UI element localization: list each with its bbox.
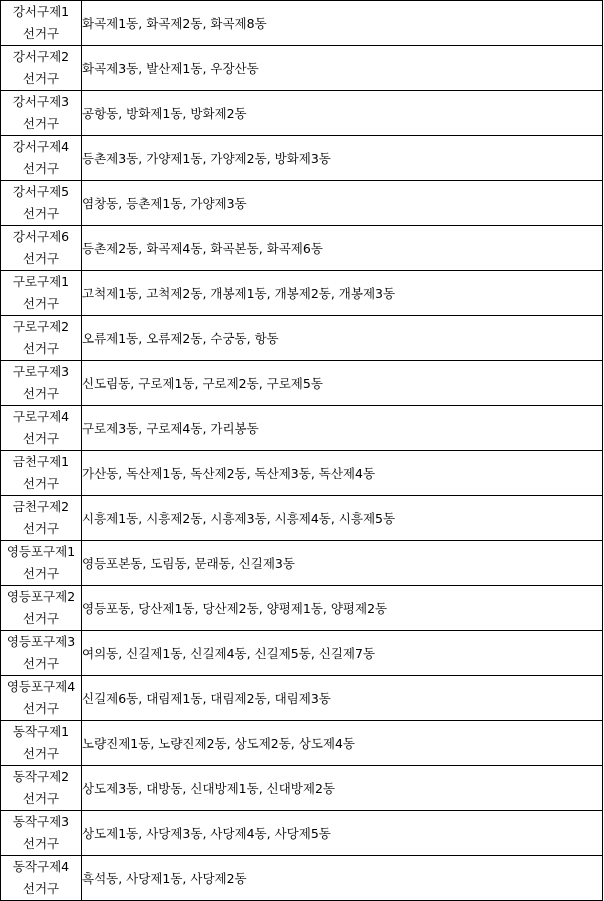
district-name: 동작구제4	[12, 859, 70, 874]
dong-list-cell: 오류제1동, 오류제2동, 수궁동, 항동	[82, 316, 603, 361]
district-suffix: 선거구	[22, 611, 60, 626]
table-row	[1, 811, 603, 856]
district-name: 구로구제3	[12, 364, 70, 379]
district-name: 동작구제1	[12, 724, 70, 739]
district-name: 금천구제1	[12, 454, 70, 469]
table-row	[1, 316, 603, 361]
district-suffix: 선거구	[22, 431, 60, 446]
district-suffix: 선거구	[22, 71, 60, 86]
dong-list-cell: 흑석동, 사당제1동, 사당제2동	[82, 856, 603, 901]
table-row	[1, 136, 603, 181]
district-suffix: 선거구	[22, 116, 60, 131]
district-suffix: 선거구	[22, 701, 60, 716]
district-name: 영등포구제2	[6, 589, 76, 604]
district-name-cell	[1, 46, 82, 91]
dong-list-cell: 염창동, 등촌제1동, 가양제3동	[82, 181, 603, 226]
district-name-cell	[1, 811, 82, 856]
district-suffix: 선거구	[22, 161, 60, 176]
table-row	[1, 271, 603, 316]
district-name: 구로구제1	[12, 274, 70, 289]
district-name-cell	[1, 631, 82, 676]
table-row	[1, 46, 603, 91]
table-row	[1, 856, 603, 901]
district-suffix: 선거구	[22, 296, 60, 311]
district-suffix: 선거구	[22, 26, 60, 41]
district-name: 금천구제2	[12, 499, 70, 514]
table-row	[1, 1, 603, 46]
district-name-cell	[1, 136, 82, 181]
dong-list-cell: 노량진제1동, 노량진제2동, 상도제2동, 상도제4동	[82, 721, 603, 766]
district-name-cell	[1, 856, 82, 901]
dong-list-cell: 상도제3동, 대방동, 신대방제1동, 신대방제2동	[82, 766, 603, 811]
district-name: 영등포구제3	[6, 634, 76, 649]
table-row	[1, 406, 603, 451]
table-row	[1, 676, 603, 721]
district-name-cell	[1, 586, 82, 631]
table-row	[1, 766, 603, 811]
district-name-cell	[1, 91, 82, 136]
district-suffix: 선거구	[22, 206, 60, 221]
dong-list-cell: 화곡제1동, 화곡제2동, 화곡제8동	[82, 1, 603, 46]
dong-list-cell: 상도제1동, 사당제3동, 사당제4동, 사당제5동	[82, 811, 603, 856]
dong-list-cell: 고척제1동, 고척제2동, 개봉제1동, 개봉제2동, 개봉제3동	[82, 271, 603, 316]
dong-list-cell: 여의동, 신길제1동, 신길제4동, 신길제5동, 신길제7동	[82, 631, 603, 676]
dong-list-cell: 구로제3동, 구로제4동, 가리봉동	[82, 406, 603, 451]
district-suffix: 선거구	[22, 251, 60, 266]
district-name: 구로구제4	[12, 409, 70, 424]
district-name-cell	[1, 316, 82, 361]
table-row	[1, 586, 603, 631]
dong-list-cell: 신도림동, 구로제1동, 구로제2동, 구로제5동	[82, 361, 603, 406]
district-suffix: 선거구	[22, 476, 60, 491]
district-suffix: 선거구	[22, 881, 60, 896]
district-suffix: 선거구	[22, 341, 60, 356]
table-row	[1, 181, 603, 226]
district-suffix: 선거구	[22, 746, 60, 761]
table-row	[1, 451, 603, 496]
district-name-cell	[1, 721, 82, 766]
district-name-cell	[1, 271, 82, 316]
district-name-cell	[1, 406, 82, 451]
district-name: 구로구제2	[12, 319, 70, 334]
district-name: 동작구제2	[12, 769, 70, 784]
district-name: 강서구제3	[12, 94, 70, 109]
district-suffix: 선거구	[22, 521, 60, 536]
district-name: 강서구제4	[12, 139, 70, 154]
table-row	[1, 91, 603, 136]
dong-list-cell: 등촌제3동, 가양제1동, 가양제2동, 방화제3동	[82, 136, 603, 181]
district-suffix: 선거구	[22, 791, 60, 806]
district-name: 강서구제5	[12, 184, 70, 199]
district-suffix: 선거구	[22, 386, 60, 401]
district-suffix: 선거구	[22, 566, 60, 581]
district-name: 동작구제3	[12, 814, 70, 829]
dong-list-cell: 화곡제3동, 발산제1동, 우장산동	[82, 46, 603, 91]
district-name-cell	[1, 766, 82, 811]
dong-list-cell: 공항동, 방화제1동, 방화제2동	[82, 91, 603, 136]
district-name-cell	[1, 1, 82, 46]
district-name: 영등포구제4	[6, 679, 76, 694]
district-suffix: 선거구	[22, 836, 60, 851]
table-row	[1, 631, 603, 676]
dong-list-cell: 가산동, 독산제1동, 독산제2동, 독산제3동, 독산제4동	[82, 451, 603, 496]
table-row	[1, 496, 603, 541]
district-name-cell	[1, 181, 82, 226]
district-name: 강서구제6	[12, 229, 70, 244]
table-row	[1, 226, 603, 271]
district-name: 영등포구제1	[6, 544, 76, 559]
district-name-cell	[1, 361, 82, 406]
dong-list-cell: 등촌제2동, 화곡제4동, 화곡본동, 화곡제6동	[82, 226, 603, 271]
district-name-cell	[1, 676, 82, 721]
district-name-cell	[1, 541, 82, 586]
table-row	[1, 361, 603, 406]
dong-list-cell: 신길제6동, 대림제1동, 대림제2동, 대림제3동	[82, 676, 603, 721]
district-name-cell	[1, 496, 82, 541]
dong-list-cell: 영등포본동, 도림동, 문래동, 신길제3동	[82, 541, 603, 586]
table-body	[1, 1, 603, 901]
dong-list-cell: 시흥제1동, 시흥제2동, 시흥제3동, 시흥제4동, 시흥제5동	[82, 496, 603, 541]
district-suffix: 선거구	[22, 656, 60, 671]
district-name: 강서구제1	[12, 4, 70, 19]
district-name-cell	[1, 226, 82, 271]
table-row	[1, 541, 603, 586]
dong-list-cell: 영등포동, 당산제1동, 당산제2동, 양평제1동, 양평제2동	[82, 586, 603, 631]
district-name: 강서구제2	[12, 49, 70, 64]
table-row	[1, 721, 603, 766]
district-name-cell	[1, 451, 82, 496]
